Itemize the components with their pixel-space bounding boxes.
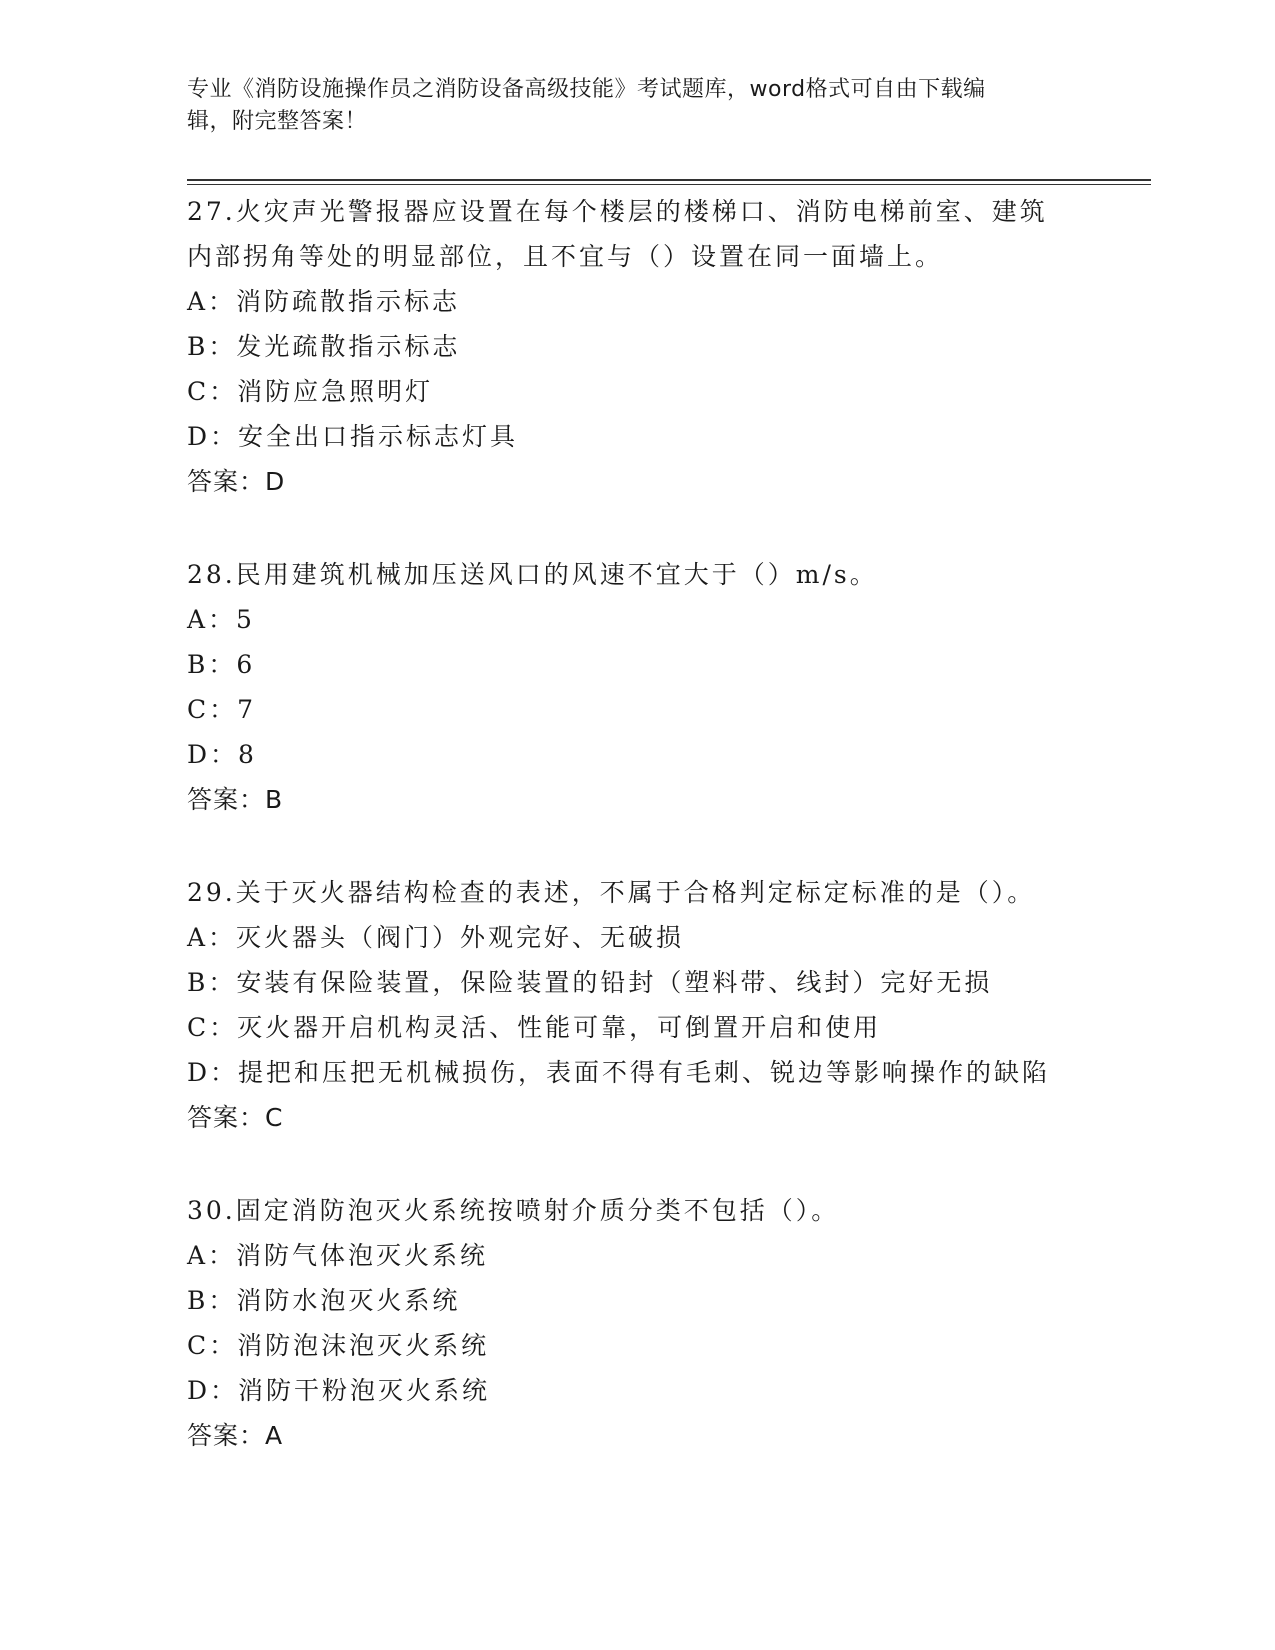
option-b: B：发光疏散指示标志 xyxy=(187,332,461,361)
question-stem: 28.民用建筑机械加压送风口的风速不宜大于（）m/s。 xyxy=(187,560,878,589)
document-header xyxy=(187,74,1067,138)
option-d: D：提把和压把无机械损伤，表面不得有毛刺、锐边等影响操作的缺陷 xyxy=(187,1058,1051,1087)
question-stem-line-1: 27.火灾声光警报器应设置在每个楼层的楼梯口、消防电梯前室、建筑 xyxy=(187,197,1048,226)
option-c: C：消防泡沫泡灭火系统 xyxy=(187,1331,490,1360)
option-c: C：消防应急照明灯 xyxy=(187,377,434,406)
question-stem: 30.固定消防泡灭火系统按喷射介质分类不包括（）。 xyxy=(187,1196,840,1225)
option-d: D：8 xyxy=(187,740,257,769)
option-c: C：7 xyxy=(187,695,257,724)
question-30 xyxy=(187,1188,1087,1458)
answer: 答案：C xyxy=(187,1103,284,1132)
question-stem-line-2: 内部拐角等处的明显部位，且不宜与（）设置在同一面墙上。 xyxy=(187,242,944,271)
option-d: D：安全出口指示标志灯具 xyxy=(187,422,519,451)
header-divider-bottom xyxy=(187,184,1151,185)
question-28 xyxy=(187,552,1087,822)
option-b: B：安装有保险装置，保险装置的铅封（塑料带、线封）完好无损 xyxy=(187,968,993,997)
header-divider-top xyxy=(187,179,1151,181)
option-a: A：消防疏散指示标志 xyxy=(187,287,461,316)
option-a: A：5 xyxy=(187,605,255,634)
answer: 答案：D xyxy=(187,467,286,496)
question-stem: 29.关于灭火器结构检查的表述，不属于合格判定标定标准的是（）。 xyxy=(187,878,1036,907)
header-line-2: 辑，附完整答案！ xyxy=(187,109,368,134)
option-c: C：灭火器开启机构灵活、性能可靠，可倒置开启和使用 xyxy=(187,1013,882,1042)
question-stem xyxy=(187,189,1087,279)
header-line-1: 专业《消防设施操作员之消防设备高级技能》考试题库，word格式可自由下载编 xyxy=(187,77,986,102)
answer: 答案：A xyxy=(187,1421,284,1450)
option-a: A：消防气体泡灭火系统 xyxy=(187,1241,489,1270)
answer: 答案：B xyxy=(187,785,284,814)
question-29 xyxy=(187,870,1087,1140)
option-a: A：灭火器头（阀门）外观完好、无破损 xyxy=(187,923,685,952)
option-d: D：消防干粉泡灭火系统 xyxy=(187,1376,491,1405)
option-b: B：消防水泡灭火系统 xyxy=(187,1286,461,1315)
option-b: B：6 xyxy=(187,650,256,679)
question-27 xyxy=(187,189,1087,504)
